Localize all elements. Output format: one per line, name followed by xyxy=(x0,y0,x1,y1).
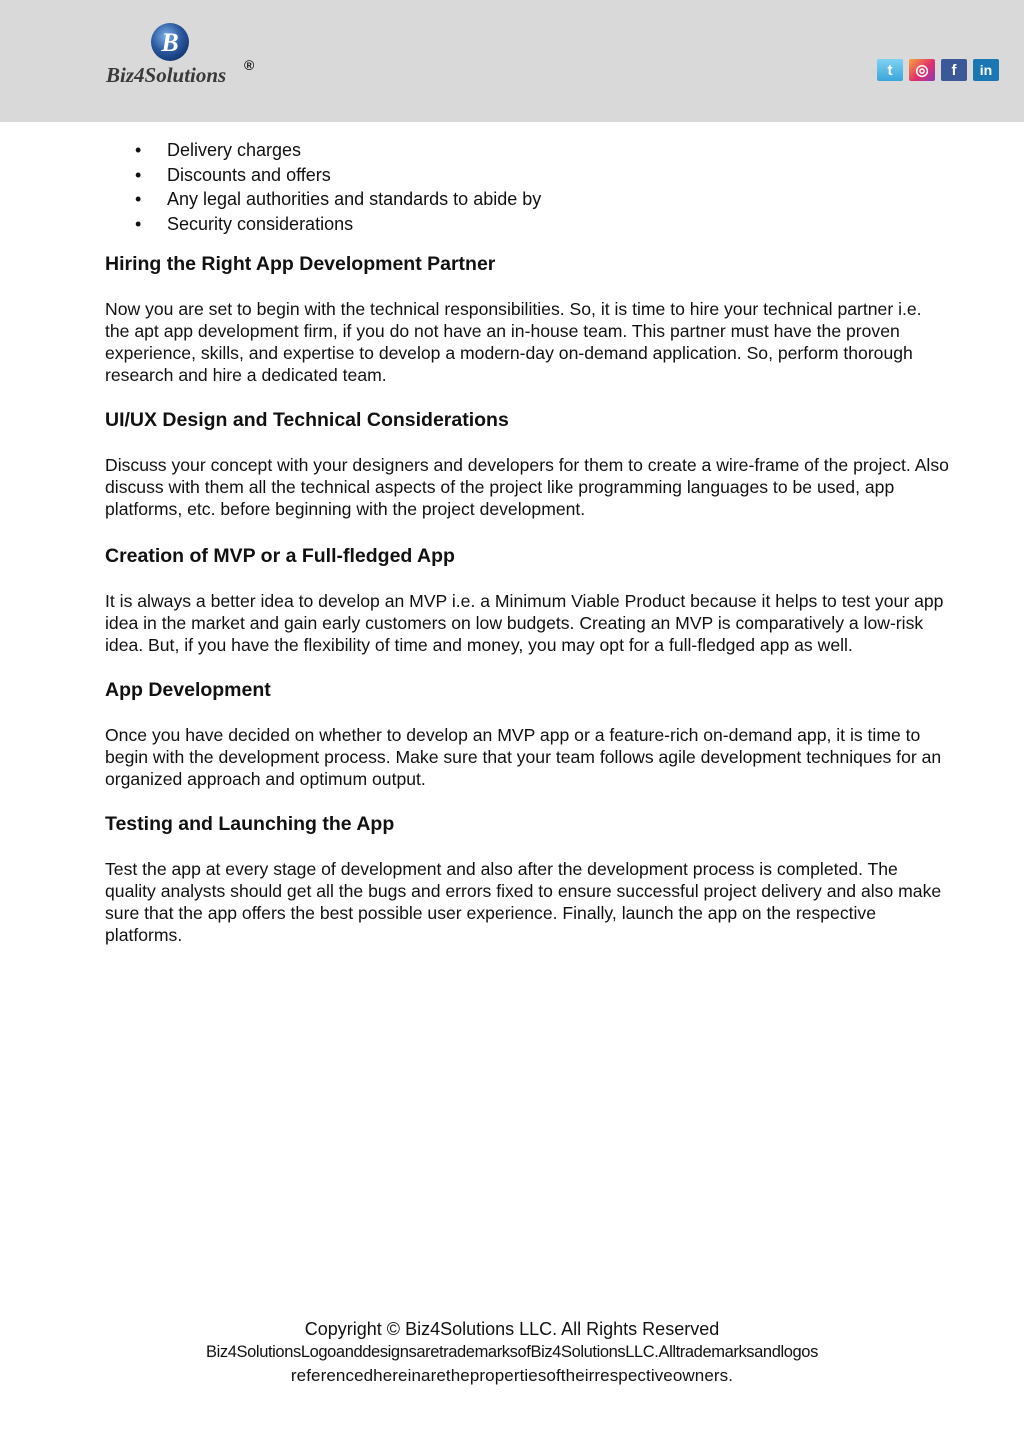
section-heading: Testing and Launching the App xyxy=(105,813,395,835)
trademark-line: Biz4SolutionsLogoanddesignsaretrademarksofBiz4SolutionsLLC.Alltrademarksandlogos xyxy=(206,1343,818,1361)
facebook-icon[interactable]: f xyxy=(941,59,967,81)
registered-mark: ® xyxy=(244,57,255,73)
copyright-line: Copyright © Biz4Solutions LLC. All Rights Reserved xyxy=(304,1319,720,1339)
list-item: • Discounts and offers xyxy=(105,163,950,188)
trademark-line-2: referencedhereinarethepropertiesoftheirrespectiveowners. xyxy=(290,1366,734,1385)
section-paragraph: It is always a better idea to develop an MVP i.e. a Minimum Viable Product because it helps to test your app idea in the market and gain early customers on low budgets. Creating an MVP is comparatively a low-risk idea. But, if you have the flexibility of time and money, you may opt for a full-fledged app as well. xyxy=(105,591,944,655)
instagram-icon[interactable]: ◎ xyxy=(909,59,935,81)
page-header xyxy=(0,0,1024,122)
section-heading: Creation of MVP or a Full-fledged App xyxy=(105,545,455,567)
social-links xyxy=(877,59,999,81)
section-paragraph: Test the app at every stage of development and also after the development process is completed. The quality analysts should get all the bugs and errors fixed to ensure successful project delivery and also make sure that the app offers the best possible user experience. Finally, launch the app on the respective platforms. xyxy=(105,859,942,945)
section-paragraph: Now you are set to begin with the technical responsibilities. So, it is time to hire your technical partner i.e. the apt app development firm, if you do not have an in-house team. This partner must have the proven experience, skills, and expertise to develop a modern-day on-demand application. So, perform thorough research and hire a dedicated team. xyxy=(105,299,922,385)
list-item: • Delivery charges xyxy=(105,138,950,163)
list-item: • Any legal authorities and standards to abide by xyxy=(105,187,950,212)
svg-text:B: B xyxy=(161,28,179,57)
section-heading: App Development xyxy=(105,679,271,701)
logo-wordmark: Biz4Solutions xyxy=(106,63,227,87)
section-heading: UI/UX Design and Technical Considerations xyxy=(105,409,509,431)
logo-emblem-icon xyxy=(104,22,264,92)
section-heading: Hiring the Right App Development Partner xyxy=(105,253,496,275)
section-paragraph: Once you have decided on whether to develop an MVP app or a feature-rich on-demand app, it is time to begin with the development process. Make sure that your team follows agile development techniques for an organized approach and optimum output. xyxy=(105,725,942,789)
twitter-icon[interactable]: t xyxy=(877,59,903,81)
company-logo[interactable] xyxy=(104,22,264,92)
document-body xyxy=(105,138,950,946)
section-paragraph: Discuss your concept with your designers and developers for them to create a wire-frame of the project. Also discuss with them all the technical aspects of the project like programming languages to be used, app platforms, etc. before beginning with the project development. xyxy=(105,455,949,519)
linkedin-icon[interactable]: in xyxy=(973,59,999,81)
list-item: • Security considerations xyxy=(105,212,950,237)
bullet-list xyxy=(105,138,950,236)
